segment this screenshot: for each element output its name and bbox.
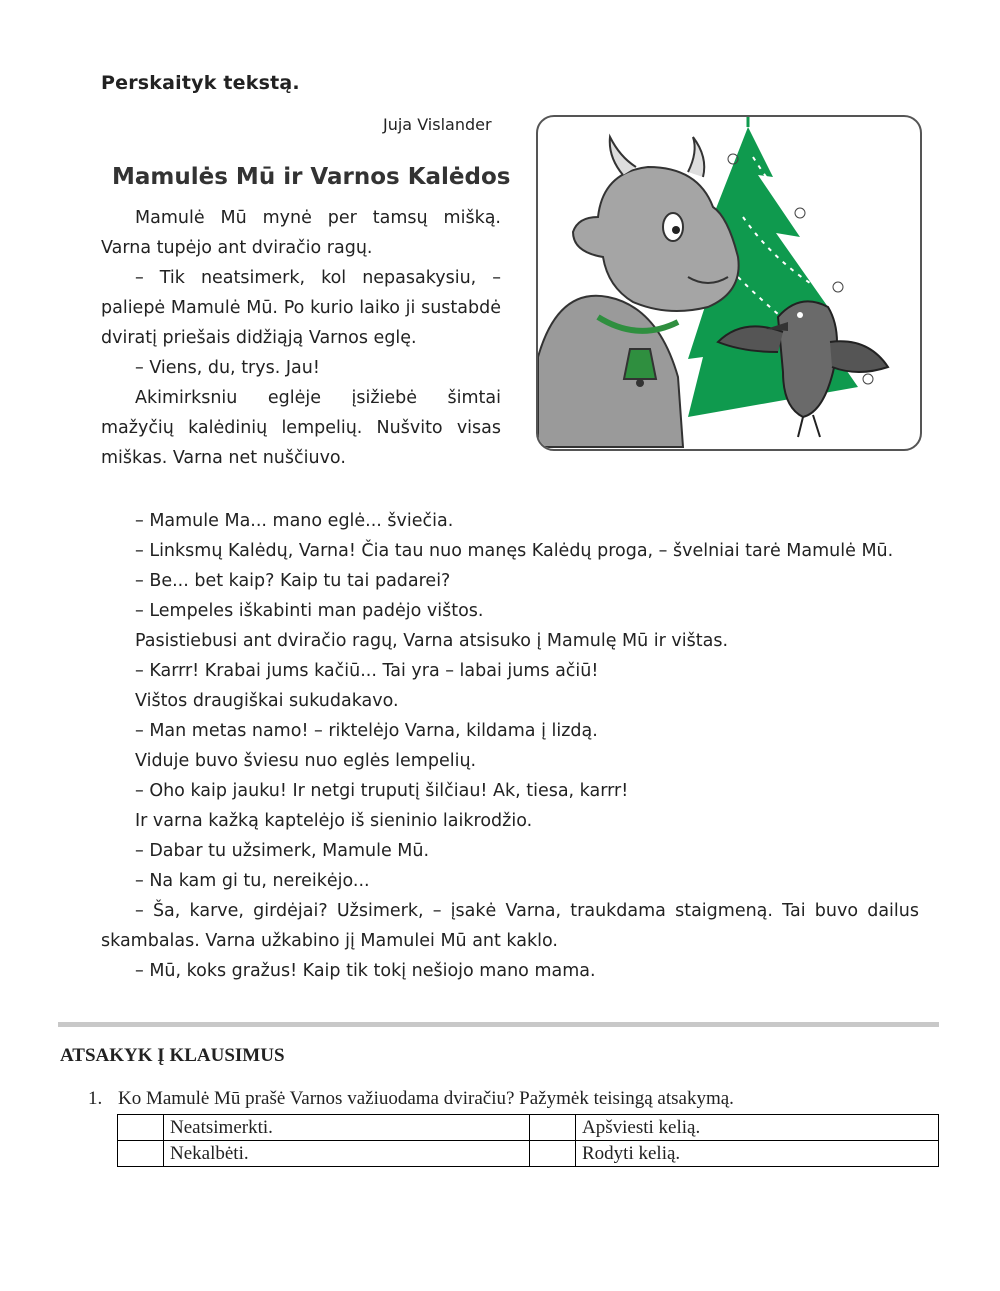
story-paragraph: – Tik neatsimerk, kol nepasakysiu, – paliepė Mamulė Mū. Po kurio laiko ji sustabdė dviratį priešais didžiąją Varnos eglę. — [101, 268, 501, 348]
story-paragraph: – Na kam gi tu, nereikėjo... — [135, 871, 370, 891]
table-row — [118, 1141, 939, 1167]
story-paragraph: – Ša, karve, girdėjai? Užsimerk, – įsakė Varna, traukdama staigmeną. Tai buvo dailus skambalas. Varna užkabino jį Mamulei Mū ant kaklo. — [101, 901, 919, 951]
answer-option: Nekalbėti. — [164, 1141, 530, 1167]
story-title: Mamulės Mū ir Varnos Kalėdos — [112, 164, 511, 190]
story-paragraph: – Lempeles iškabinti man padėjo vištos. — [135, 601, 484, 621]
story-paragraph: – Man metas namo! – riktelėjo Varna, kildama į lizdą. — [135, 721, 598, 741]
story-paragraph: Viduje buvo šviesu nuo eglės lempelių. — [135, 751, 477, 771]
author: Juja Vislander — [383, 115, 492, 134]
question-number: 1. — [88, 1088, 103, 1109]
answer-option: Neatsimerkti. — [164, 1115, 530, 1141]
answer-checkbox[interactable] — [118, 1115, 164, 1141]
story-text-top — [101, 203, 501, 473]
story-paragraph: – Dabar tu užsimerk, Mamule Mū. — [135, 841, 430, 861]
questions-heading: ATSAKYK Į KLAUSIMUS — [60, 1045, 285, 1066]
answer-checkbox[interactable] — [118, 1141, 164, 1167]
answer-checkbox[interactable] — [530, 1141, 576, 1167]
question-text: Ko Mamulė Mū prašė Varnos važiuodama dviračiu? Pažymėk teisingą atsakymą. — [118, 1088, 734, 1109]
story-paragraph: – Be... bet kaip? Kaip tu tai padarei? — [135, 571, 451, 591]
story-paragraph: – Mamule Ma... mano eglė... šviečia. — [135, 511, 454, 531]
section-divider — [58, 1022, 939, 1027]
answer-options-table — [117, 1114, 939, 1167]
answer-option: Apšviesti kelią. — [576, 1115, 939, 1141]
instruction: Perskaityk tekstą. — [101, 72, 300, 94]
story-paragraph: – Viens, du, trys. Jau! — [135, 358, 320, 378]
answer-option: Rodyti kelią. — [576, 1141, 939, 1167]
answer-checkbox[interactable] — [530, 1115, 576, 1141]
story-paragraph: – Oho kaip jauku! Ir netgi truputį šilčiau! Ak, tiesa, karrr! — [135, 781, 629, 801]
illustration-svg — [538, 117, 920, 449]
table-row — [118, 1115, 939, 1141]
story-text-full — [101, 506, 919, 986]
story-paragraph: Pasistiebusi ant dviračio ragų, Varna atsisuko į Mamulę Mū ir vištas. — [135, 631, 729, 651]
story-paragraph: Akimirksniu eglėje įsižiebė šimtai mažyčių kalėdinių lempelių. Nušvito visas miškas. Varna net nuščiuvo. — [101, 388, 501, 468]
question-1 — [88, 1088, 734, 1110]
story-paragraph: – Mū, koks gražus! Kaip tik tokį nešiojo mano mama. — [135, 961, 596, 981]
story-paragraph: – Karrr! Krabai jums kačiū... Tai yra – labai jums ačiū! — [135, 661, 599, 681]
story-paragraph: Ir varna kažką kaptelėjo iš sieninio laikrodžio. — [135, 811, 533, 831]
story-paragraph: Mamulė Mū mynė per tamsų mišką. Varna tupėjo ant dviračio ragų. — [101, 208, 501, 258]
story-paragraph: – Linksmų Kalėdų, Varna! Čia tau nuo manęs Kalėdų proga, – švelniai tarė Mamulė Mū. — [135, 541, 894, 561]
story-paragraph: Vištos draugiškai sukudakavo. — [135, 691, 399, 711]
cow-and-crow-illustration — [536, 115, 922, 451]
